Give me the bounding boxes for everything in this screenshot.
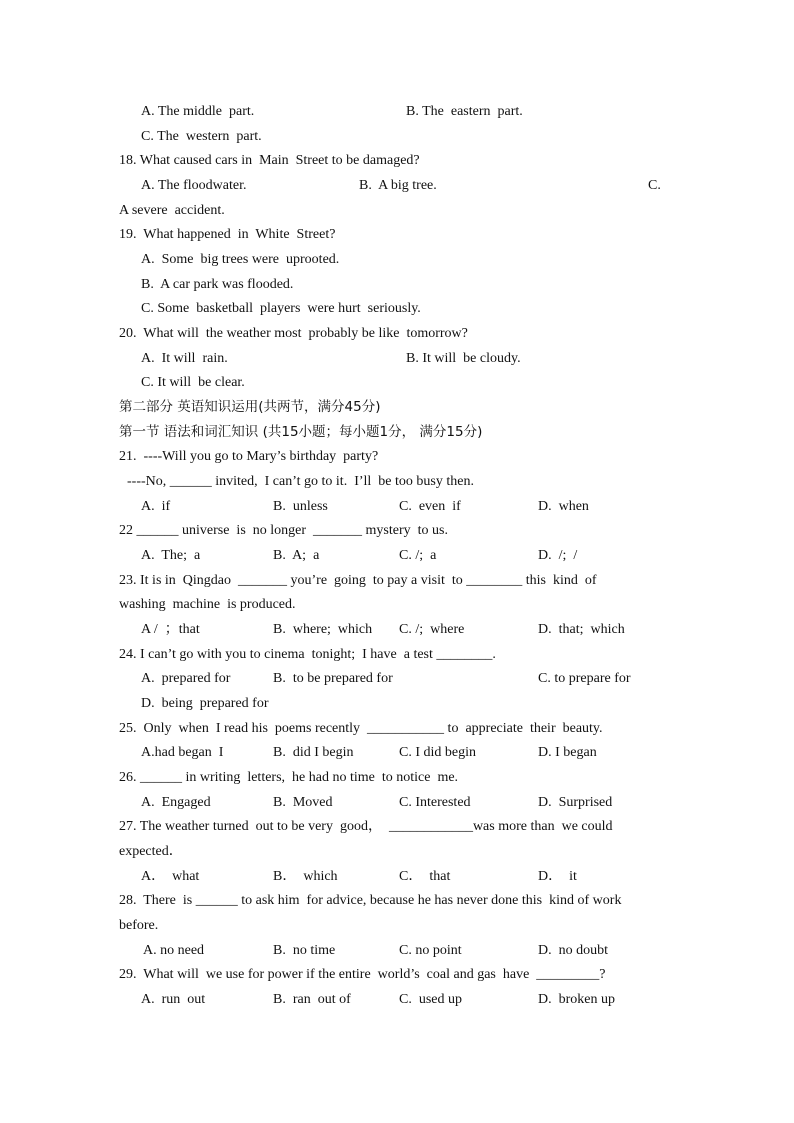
q28-option-b: B. no time (273, 943, 336, 958)
q18-option-a: A. The floodwater. (141, 178, 247, 193)
q26-option-d: D. Surprised (538, 795, 613, 810)
q22-stem: 22 ______ universe is no longer _______ mystery to us. (119, 523, 448, 538)
q19-option-a: A. Some big trees were uprooted. (141, 252, 340, 267)
q27-option-b: B． which (273, 869, 338, 884)
section1-heading: 第一节 语法和词汇知识 (共15小题；每小题1分， 满分15分) (119, 424, 483, 440)
q20-option-b: B. It will be cloudy. (406, 351, 521, 366)
q27-stem: 27. The weather turned out to be very good， ____________was more than we could (119, 819, 613, 834)
q17-option-b: B. The eastern part. (406, 104, 523, 119)
q22-option-d: D. /; / (538, 548, 578, 563)
q19-option-c: C. Some basketball players were hurt seriously. (141, 301, 421, 316)
q23-option-b: B. where; which (273, 622, 373, 637)
q25-stem: 25. Only when I read his poems recently ___________ to appreciate their beauty. (119, 721, 603, 736)
q24-option-a: A. prepared for (141, 671, 231, 686)
q29-option-c: C. used up (399, 992, 462, 1007)
q23-option-c: C. /; where (399, 622, 465, 637)
q29-stem: 29. What will we use for power if the entire world’s coal and gas have _________? (119, 967, 606, 982)
q23-option-d: D. that; which (538, 622, 625, 637)
q26-stem: 26. ______ in writing letters, he had no time to notice me. (119, 770, 459, 785)
q20-option-c: C. It will be clear. (141, 375, 245, 390)
q26-option-a: A. Engaged (141, 795, 211, 810)
q25-option-a: A.had began I (141, 745, 224, 760)
q21-option-b: B. unless (273, 499, 328, 514)
q20-option-a: A. It will rain. (141, 351, 228, 366)
q19-stem: 19. What happened in White Street? (119, 227, 336, 242)
q18-option-c-text: A severe accident. (119, 203, 225, 218)
q22-option-c: C. /; a (399, 548, 437, 563)
q21-dialogue: ----No, ______ invited, I can’t go to it. I’ll be too busy then. (127, 474, 474, 489)
q23-stem-cont: washing machine is produced. (119, 597, 296, 612)
q24-option-b: B. to be prepared for (273, 671, 393, 686)
q20-stem: 20. What will the weather most probably be like tomorrow? (119, 326, 468, 341)
q28-option-d: D. no doubt (538, 943, 608, 958)
q29-option-b: B. ran out of (273, 992, 351, 1007)
q23-option-a: A / ；that (141, 622, 200, 637)
part2-heading: 第二部分 英语知识运用(共两节，满分45分) (119, 399, 381, 415)
q25-option-b: B. did I begin (273, 745, 354, 760)
q27-option-a: A． what (141, 869, 200, 884)
q22-option-b: B. A; a (273, 548, 320, 563)
q21-option-a: A. if (141, 499, 171, 514)
q19-option-b: B. A car park was flooded. (141, 277, 294, 292)
q18-stem: 18. What caused cars in Main Street to be damaged? (119, 153, 420, 168)
q18-option-b: B. A big tree. (359, 178, 437, 193)
q27-option-d: D． it (538, 869, 577, 884)
q28-stem-cont: before. (119, 918, 159, 933)
q29-option-d: D. broken up (538, 992, 615, 1007)
q21-stem: 21. ----Will you go to Mary’s birthday party? (119, 449, 379, 464)
q25-option-d: D. I began (538, 745, 597, 760)
q17-option-a: A. The middle part. (141, 104, 255, 119)
q28-option-c: C. no point (399, 943, 462, 958)
q17-option-c: C. The western part. (141, 129, 262, 144)
q24-option-d: D. being prepared for (141, 696, 269, 711)
q24-stem: 24. I can’t go with you to cinema tonight; I have a test ________. (119, 647, 496, 662)
q24-option-c: C. to prepare for (538, 671, 631, 686)
q21-option-d: D. when (538, 499, 589, 514)
q22-option-a: A. The; a (141, 548, 201, 563)
q18-option-c-label: C. (648, 178, 661, 193)
q27-stem-cont: expected． (119, 844, 183, 859)
q28-stem: 28. There is ______ to ask him for advice, because he has never done this kind of work (119, 893, 622, 908)
q21-option-c: C. even if (399, 499, 461, 514)
q25-option-c: C. I did begin (399, 745, 476, 760)
q26-option-b: B. Moved (273, 795, 333, 810)
q26-option-c: C. Interested (399, 795, 471, 810)
q27-option-c: C． that (399, 869, 451, 884)
q23-stem: 23. It is in Qingdao _______ you’re going to pay a visit to ________ this kind of (119, 573, 597, 588)
q28-option-a: A. no need (143, 943, 205, 958)
q29-option-a: A. run out (141, 992, 206, 1007)
